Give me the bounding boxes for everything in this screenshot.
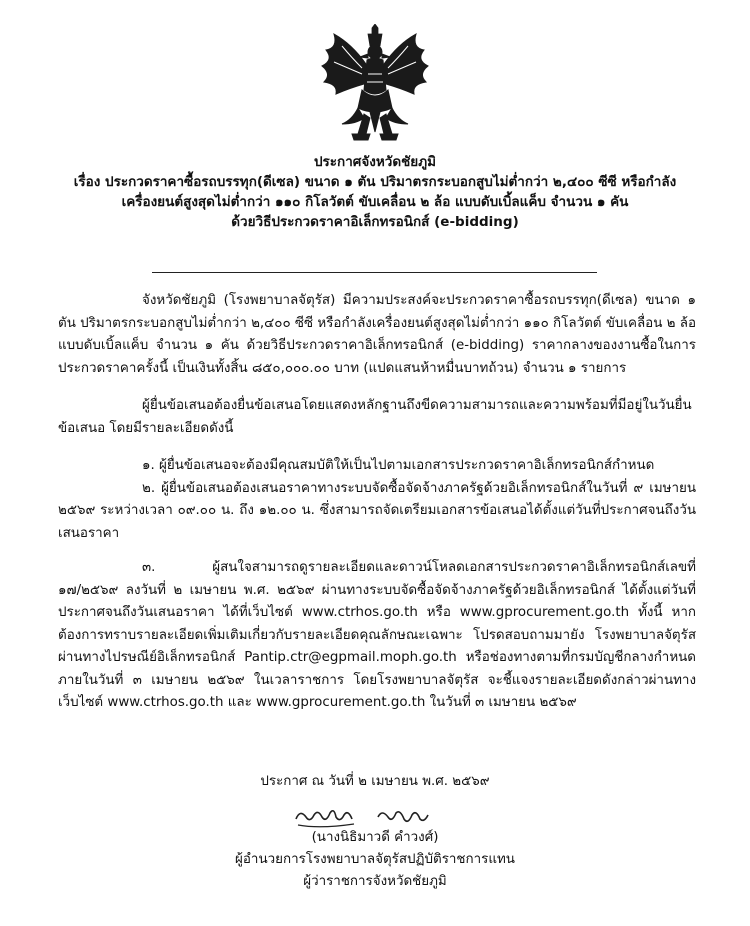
garuda-emblem-icon [312, 24, 438, 144]
signer-position-acting-for: ผู้ว่าราชการจังหวัดชัยภูมิ [303, 874, 447, 889]
item-qualification: ๑. ผู้ยื่นข้อเสนอจะต้องมีคุณสมบัติให้เป็นไปตามเอกสารประกวดราคาอิเล็กทรอนิกส์กำหนด [142, 458, 655, 473]
header-divider [152, 272, 597, 273]
subject-line-3: ด้วยวิธีประกวดราคาอิเล็กทรอนิกส์ (e-bidding) [231, 214, 519, 230]
subject-line-2: เครื่องยนต์สูงสุดไม่ต่ำกว่า ๑๑๐ กิโลวัตต์ ขับเคลื่อน ๒ ล้อ แบบดับเบิ้ลแค็บ จำนวน ๑ คัน [121, 194, 629, 210]
announcement-header [40, 152, 710, 232]
paragraph-purpose: จังหวัดชัยภูมิ (โรงพยาบาลจัตุรัส) มีความประสงค์จะประกวดราคาซื้อรถบรรทุก(ดีเซล) ขนาด ๑ ตัน ปริมาตรกระบอกสูบไม่ต่ำกว่า ๒,๔๐๐ ซีซี หรือกำลังเครื่องยนต์สูงสุดไม่ต่ำกว่า ๑๑๐ กิโลวัตต์ ขับเคลื่อน ๒ ล้อ แบบดับเบิ้ลแค็บ จำนวน ๑ คัน ด้วยวิธีประกวดราคาอิเล็กทรอนิกส์ (e-bidding) ราคากลางของงานซื้อในการประกวดราคาครั้งนี้ เป็นเงินทั้งสิ้น ๘๕๐,๐๐๐.๐๐ บาท (แปดแสนห้าหมื่นบาทถ้วน) จำนวน ๑ รายการ [58, 293, 696, 376]
announcement-title: ประกาศจังหวัดชัยภูมิ [313, 154, 436, 170]
item-bid-submission: ๒. ผู้ยื่นข้อเสนอต้องเสนอราคาทางระบบจัดซื้อจัดจ้างภาครัฐด้วยอิเล็กทรอนิกส์ในวันที่ ๙ เมษายน ๒๕๖๙ ระหว่างเวลา ๐๙.๐๐ น. ถึง ๑๒.๐๐ น. ซึ่งสามารถจัดเตรียมเอกสารข้อเสนอได้ตั้งแต่วันที่ประกาศจนถึงวันเสนอราคา [58, 480, 696, 541]
subject-line-1: เรื่อง ประกวดราคาซื้อรถบรรทุก(ดีเซล) ขนาด ๑ ตัน ปริมาตรกระบอกสูบไม่ต่ำกว่า ๒,๔๐๐ ซีซี หรือกำลัง [73, 174, 677, 190]
paragraph-requirements: ผู้ยื่นข้อเสนอต้องยื่นข้อเสนอโดยแสดงหลักฐานถึงขีดความสามารถและความพร้อมที่มีอยู่ในวันยื่นข้อเสนอ โดยมีรายละเอียดดังนี้ [58, 398, 692, 436]
signer-position: ผู้อำนวยการโรงพยาบาลจัตุรัสปฏิบัติราชการแทน [235, 852, 515, 867]
signer-name: (นางนิธิมาวดี คำวงศ์) [311, 830, 439, 845]
item-document-download: ๓. ผู้สนใจสามารถดูรายละเอียดและดาวน์โหลดเอกสารประกวดราคาอิเล็กทรอนิกส์เลขที่ ๑๗/๒๕๖๙ ลงวันที่ ๒ เมษายน พ.ศ. ๒๕๖๙ ผ่านทางระบบจัดซื้อจัดจ้างภาครัฐด้วยอิเล็กทรอนิกส์ ได้ตั้งแต่วันที่ประกาศจนถึงวันเสนอราคา ได้ที่เว็บไซต์ www.ctrhos.go.th หรือ www.gprocurement.go.th ทั้งนี้ หากต้องการทราบรายละเอียดเพิ่มเติมเกี่ยวกับรายละเอียดคุณลักษณะเฉพาะ โปรดสอบถามมายัง โรงพยาบาลจัตุรัส ผ่านทางไปรษณีย์อิเล็กทรอนิกส์ Pantip.ctr@egpmail.moph.go.th หรือช่องทางตามที่กรมบัญชีกลางกำหนด ภายในวันที่ ๓ เมษายน ๒๕๖๙ ในเวลาราชการ โดยโรงพยาบาลจัตุรัส จะชี้แจงรายละเอียดดังกล่าวผ่านทางเว็บไซต์ www.ctrhos.go.th และ www.gprocurement.go.th ในวันที่ ๓ เมษายน ๒๕๖๙ [58, 560, 696, 710]
announcement-body [58, 290, 696, 715]
announcement-date: ประกาศ ณ วันที่ ๒ เมษายน พ.ศ. ๒๕๖๙ [260, 774, 490, 789]
